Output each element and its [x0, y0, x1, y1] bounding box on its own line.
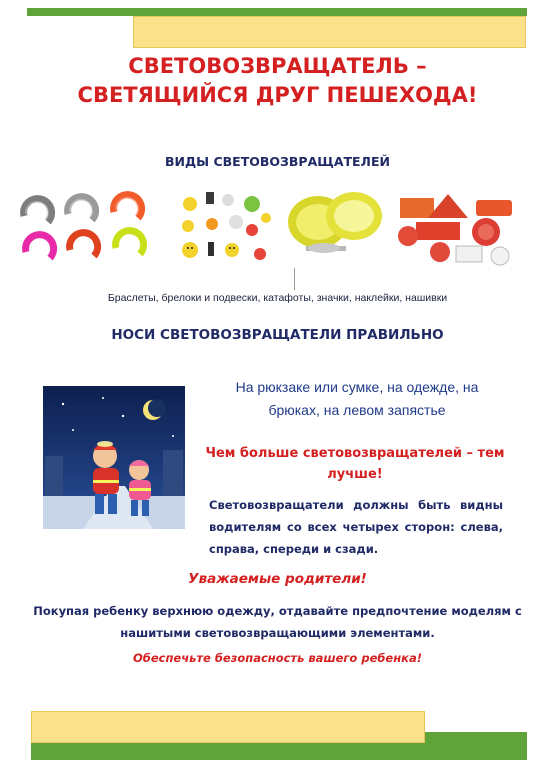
wear-heading: НОСИ СВЕТОВОЗВРАЩАТЕЛИ ПРАВИЛЬНО: [111, 327, 444, 343]
visibility-text: Световозвращатели должны быть видны водителям со всех четырех сторон: слева, справа, спереди и сзади.: [209, 498, 503, 556]
reflectors-image: [396, 190, 518, 268]
bracelets-image: [16, 186, 156, 268]
types-heading: ВИДЫ СВЕТОВОЗВРАЩАТЕЛЕЙ: [165, 154, 390, 169]
advice-text: Покупая ребенку верхнюю одежду, отдавайте предпочтение моделям с нашитыми световозвращающими элементами.: [33, 604, 522, 640]
keychains-image: [176, 188, 276, 268]
types-caption: Браслеты, брелоки и подвески, катафоты, значки, наклейки, нашивки: [107, 292, 448, 304]
bottom-yellow-bar: [31, 711, 425, 743]
badges-image: [284, 188, 386, 266]
divider: [294, 268, 295, 290]
top-green-bar: [27, 8, 527, 16]
wear-places-text: На рюкзаке или сумке, на одежде, на брюках, на левом запястье: [235, 379, 479, 418]
parents-heading: Уважаемые родители!: [188, 571, 367, 587]
page-title: СВЕТОВОЗВРАЩАТЕЛЬ – СВЕТЯЩИЙСЯ ДРУГ ПЕШЕХОДА!: [77, 54, 478, 107]
children-illustration: [43, 386, 185, 529]
safety-text: Обеспечьте безопасность вашего ребенка!: [133, 651, 422, 665]
more-is-better-text: Чем больше световозвращателей – тем лучше!: [205, 446, 505, 482]
top-yellow-bar: [133, 16, 526, 48]
